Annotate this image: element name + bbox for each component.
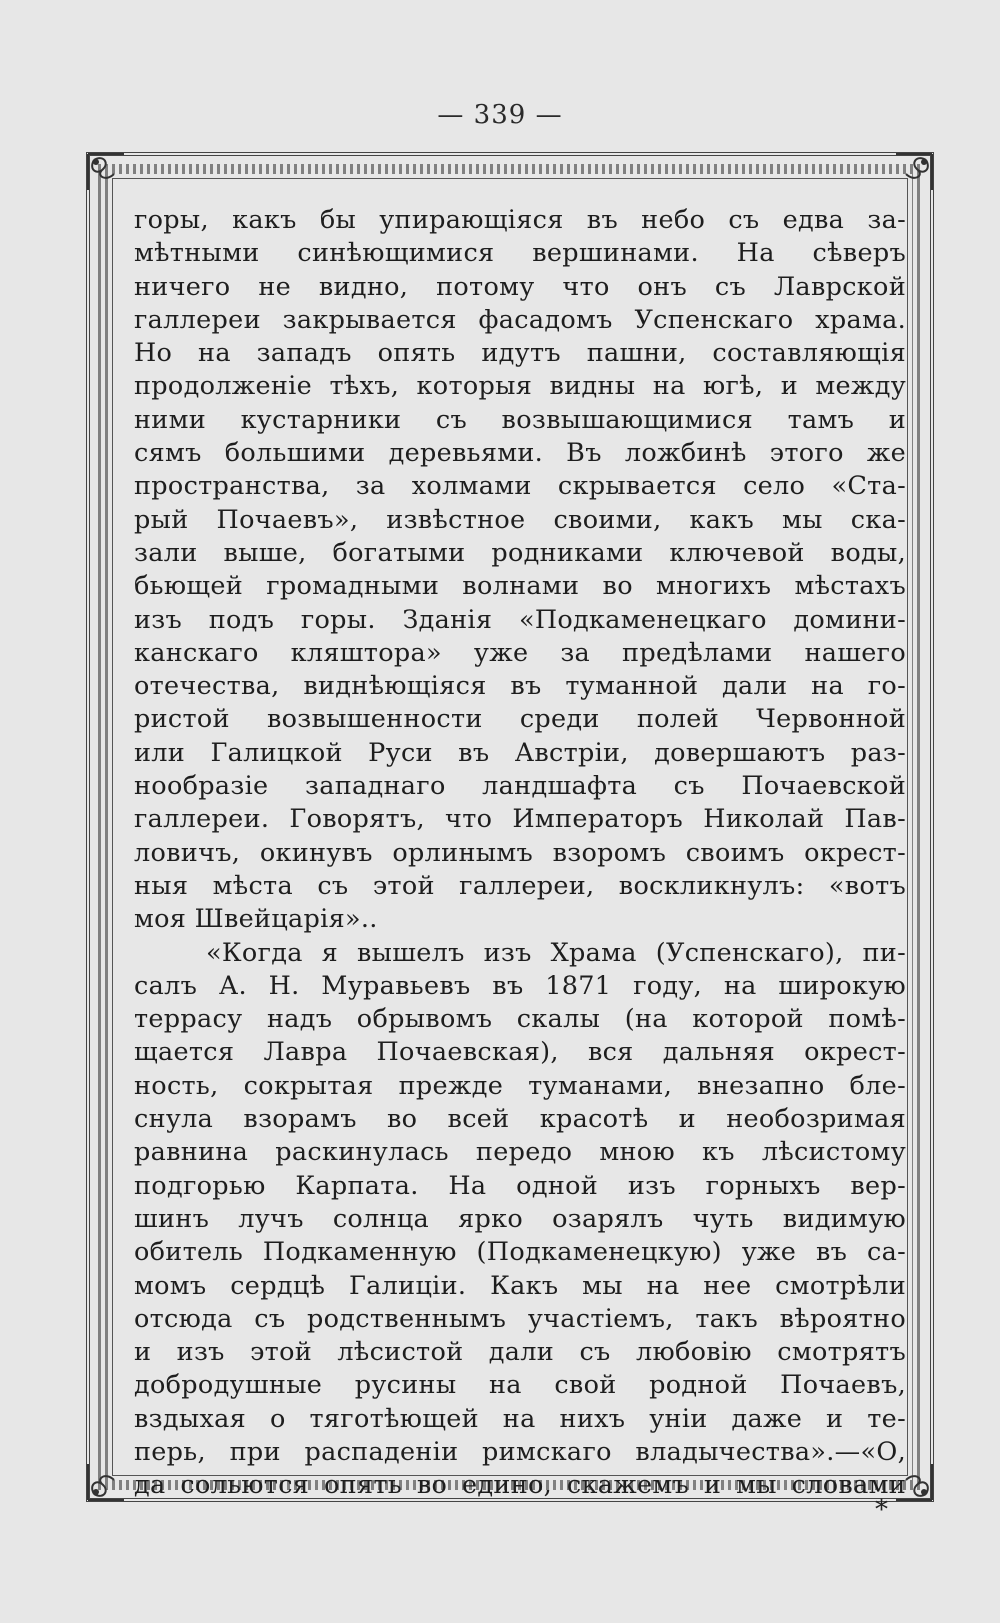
text-line: рый Почаевъ», извѣстное своими, какъ мы ска- <box>134 504 906 535</box>
text-line: галлереи. Говорятъ, что Императоръ Николай Пав- <box>134 804 906 835</box>
text-line: ность, сокрытая прежде туманами, внезапно бле- <box>134 1070 906 1101</box>
text-line: или Галицкой Руси въ Австріи, довершаютъ раз- <box>134 737 906 768</box>
text-line: ними кустарники съ возвышающимися тамъ и <box>134 404 906 435</box>
text-line: обитель Подкаменную (Подкаменецкую) уже въ са- <box>134 1237 906 1268</box>
text-line: отсюда съ родственнымъ участіемъ, такъ вѣроятно <box>134 1303 906 1334</box>
text-line: салъ А. Н. Муравьевъ въ 1871 году, на широкую <box>134 970 906 1001</box>
corner-ornament-icon <box>84 1458 130 1504</box>
text-line: горы, какъ бы упирающіяся въ небо съ едва за- <box>134 205 906 235</box>
text-line: подгорью Карпата. На одной изъ горныхъ вер- <box>134 1170 906 1201</box>
text-line: шинъ лучъ солнца ярко озарялъ чуть видимую <box>134 1203 906 1234</box>
footnote-asterisk: * <box>875 1495 888 1525</box>
text-line: ристой возвышенности среди полей Червонной <box>134 704 906 735</box>
text-line: бьющей громадными волнами во многихъ мѣстахъ <box>134 571 906 602</box>
text-line: отечества, виднѣющіяся въ туманной дали на го- <box>134 671 906 702</box>
text-line: и изъ этой лѣсистой дали съ любовію смотрятъ <box>134 1337 906 1368</box>
corner-ornament-icon <box>84 150 130 196</box>
text-line: нообразіе западнаго ландшафта съ Почаевской <box>134 771 906 802</box>
text-line: равнина раскинулась передо мною къ лѣсистому <box>134 1137 906 1168</box>
text-line: канскаго кляштора» уже за предѣлами нашего <box>134 637 906 668</box>
text-line: «Когда я вышелъ изъ Храма (Успенскаго), пи- <box>206 937 906 968</box>
text-line: моя Швейцарія».. <box>134 904 378 935</box>
text-line: сямъ большими деревьями. Въ ложбинѣ этого же <box>134 438 906 469</box>
text-line: ловичъ, окинувъ орлинымъ взоромъ своимъ окрест- <box>134 837 906 868</box>
text-line: щается Лавра Почаевская), вся дальняя окрест- <box>134 1037 906 1068</box>
text-line: да сольются опять во едино, скажемъ и мы словами <box>134 1470 906 1501</box>
text-line: снула взорамъ во всей красотѣ и необозримая <box>134 1104 906 1135</box>
text-line: момъ сердцѣ Галиціи. Какъ мы на нее смотрѣли <box>134 1270 906 1301</box>
text-line: Но на западъ опять идутъ пашни, составляющія <box>134 338 906 369</box>
page-number: — 339 — <box>437 100 563 130</box>
text-line: галлереи закрывается фасадомъ Успенскаго храма. <box>134 304 906 335</box>
text-line: добродушные русины на свой родной Почаевъ, <box>134 1370 906 1401</box>
text-line: продолженіе тѣхъ, которыя видны на югѣ, и между <box>134 371 906 402</box>
text-line: перь, при распаденіи римскаго владычества».—«О, <box>134 1436 906 1467</box>
text-line: изъ подъ горы. Зданія «Подкаменецкаго домини- <box>134 604 906 635</box>
text-line: террасу надъ обрывомъ скалы (на которой помѣ- <box>134 1004 906 1035</box>
text-line: зали выше, богатыми родниками ключевой воды, <box>134 537 906 568</box>
text-line: ныя мѣста съ этой галлереи, воскликнулъ: «вотъ <box>134 870 906 901</box>
text-line: мѣтными синѣющимися вершинами. На сѣверъ <box>134 238 906 269</box>
body-text <box>134 204 906 1503</box>
text-line: пространства, за холмами скрывается село «Ста- <box>134 471 906 502</box>
text-line: вздыхая о тяготѣющей на нихъ уніи даже и те- <box>134 1403 906 1434</box>
text-line: ничего не видно, потому что онъ съ Лаврской <box>134 271 906 302</box>
corner-ornament-icon <box>890 150 936 196</box>
